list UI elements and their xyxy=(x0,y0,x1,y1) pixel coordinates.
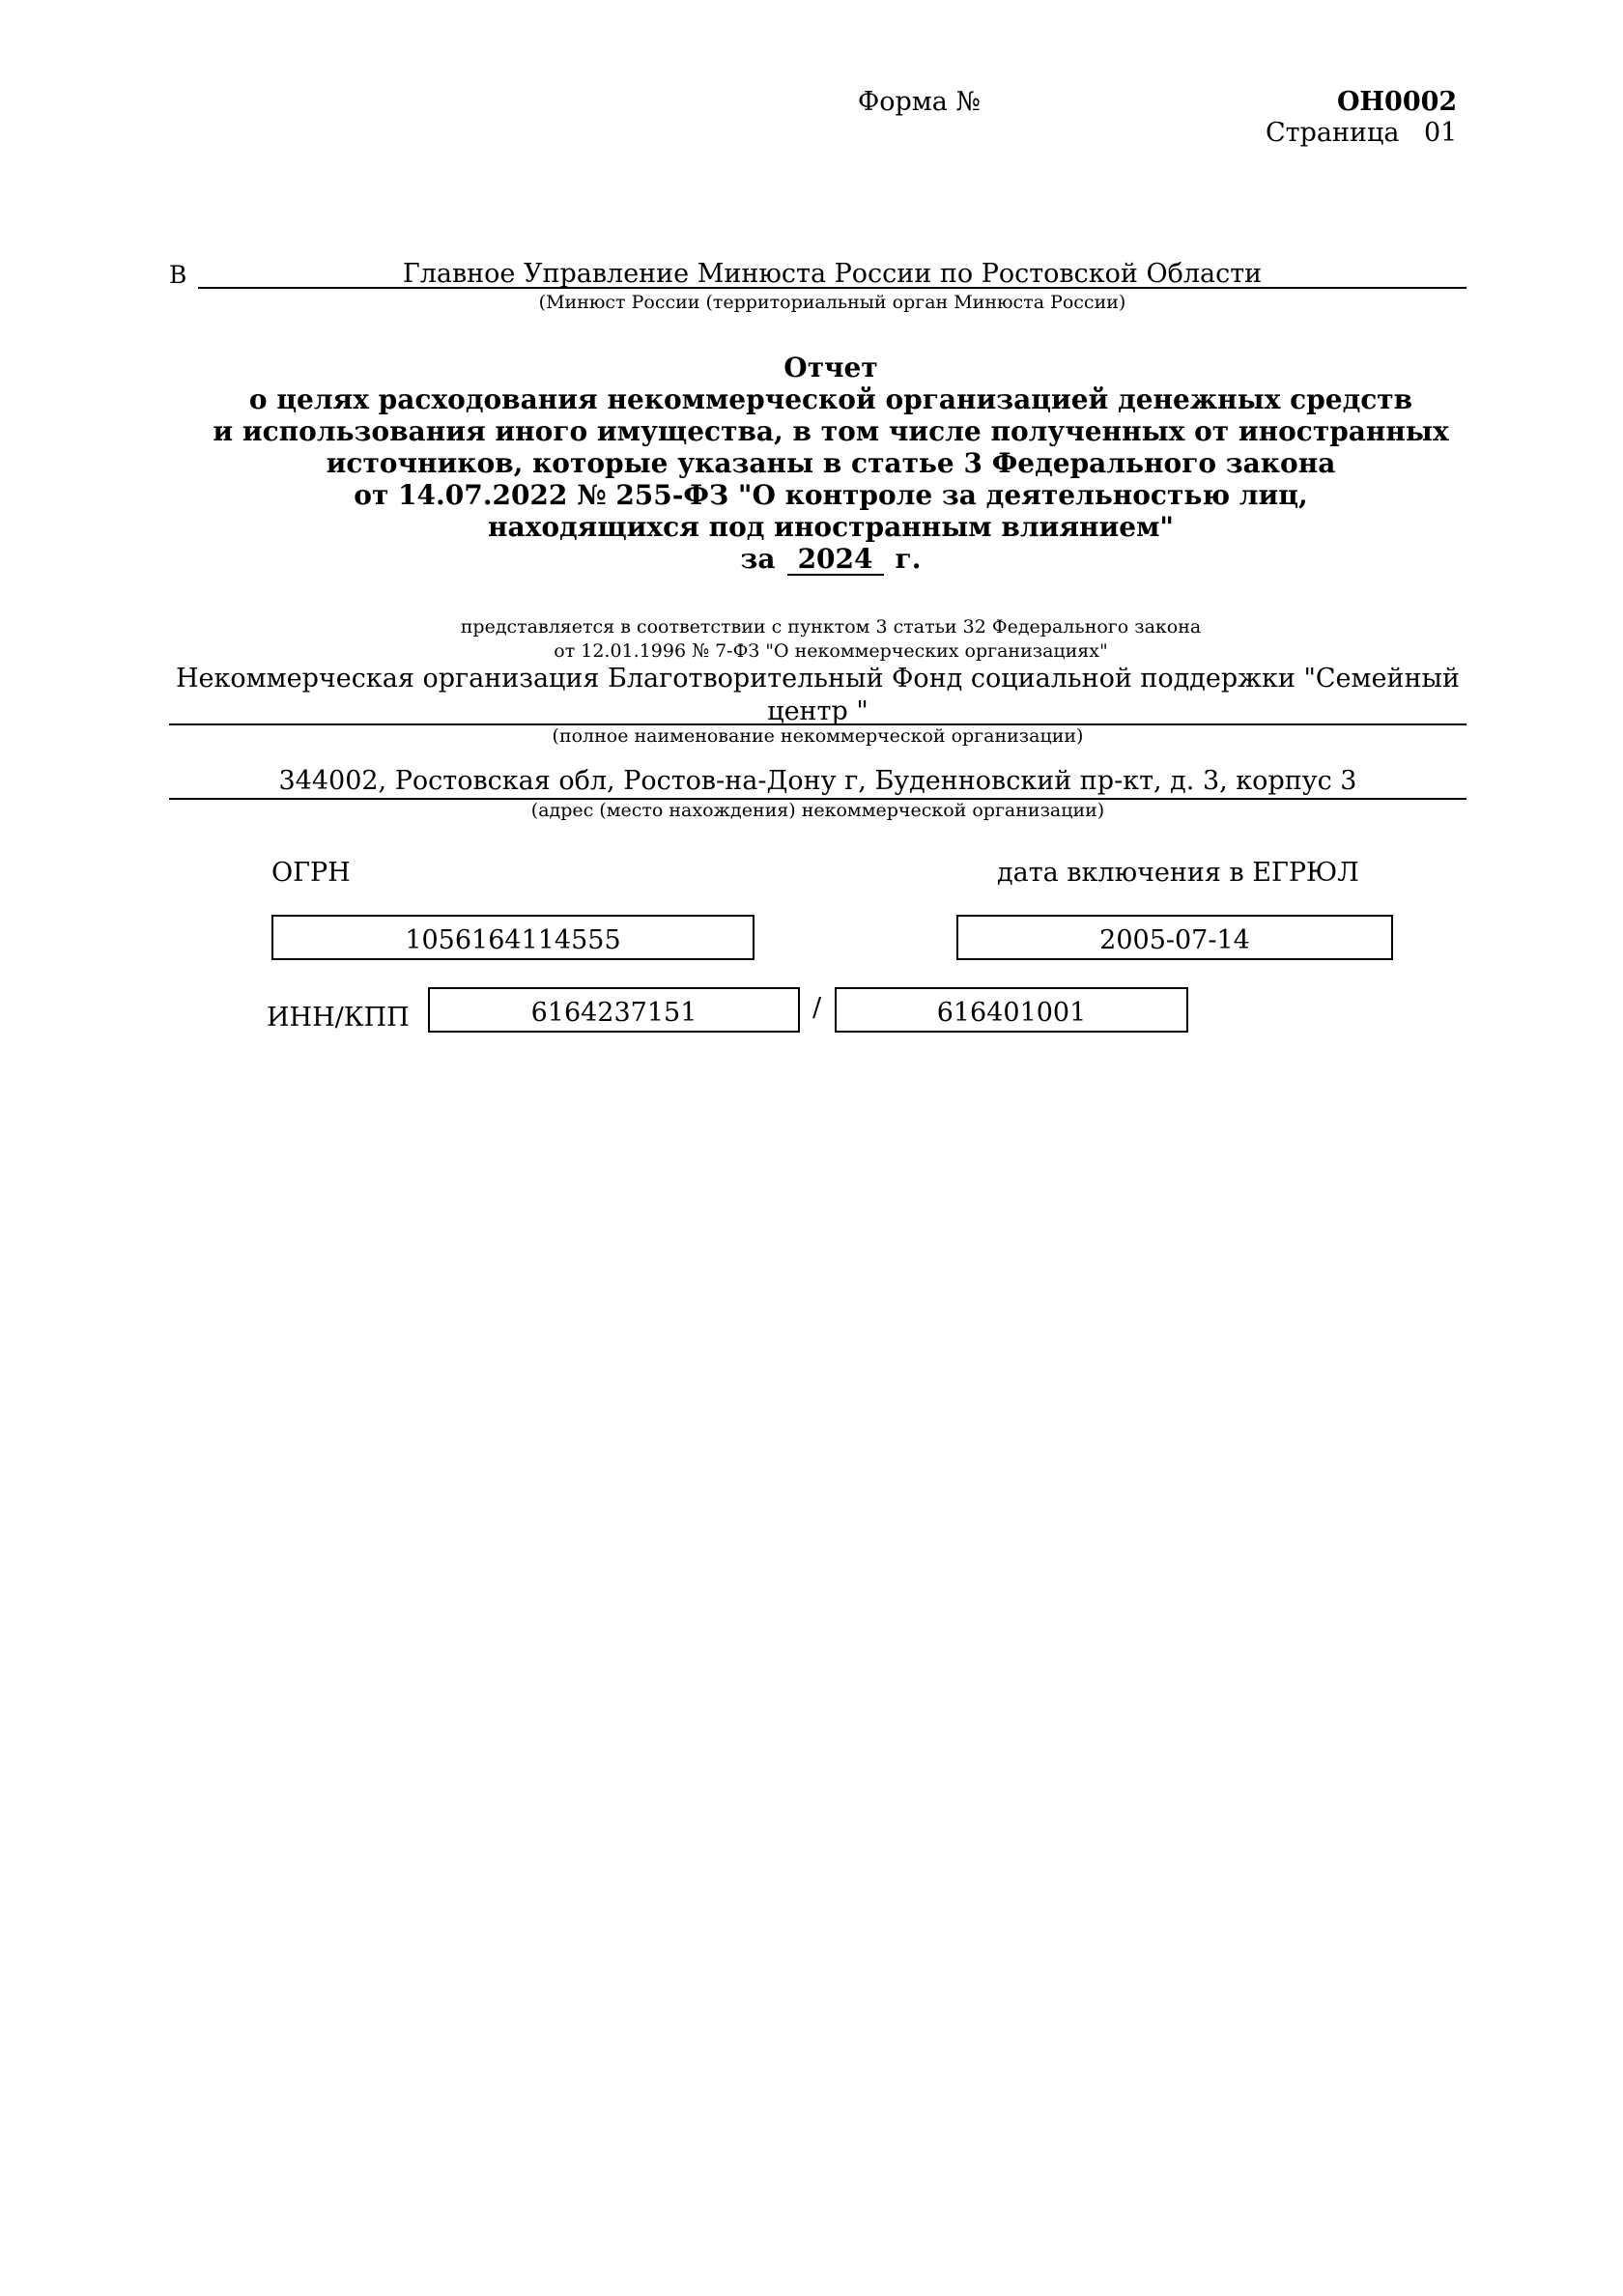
basis-line-2: от 12.01.1996 № 7-ФЗ "О некоммерческих организациях" xyxy=(554,640,1108,662)
inn-kpp-separator: / xyxy=(812,993,822,1023)
page-label: Страница xyxy=(1266,118,1400,148)
title-line-5: от 14.07.2022 № 255-ФЗ "О контроле за деятельностью лиц, xyxy=(354,479,1308,511)
registration-date-label: дата включения в ЕГРЮЛ xyxy=(997,858,1359,888)
title-line-2: о целях расходования некоммерческой организацией денежных средств xyxy=(248,383,1413,415)
organization-address-caption: (адрес (место нахождения) некоммерческой организации) xyxy=(530,800,1105,821)
recipient-prefix: В xyxy=(169,261,187,289)
title-line-4: источников, которые указаны в статье 3 Федерального закона xyxy=(326,447,1336,479)
recipient-underline xyxy=(198,287,1466,289)
ogrn-field: 1056164114555 xyxy=(271,915,755,960)
year-prefix: за xyxy=(740,543,776,575)
inn-kpp-label: ИНН/КПП xyxy=(267,1003,410,1033)
title-line-6: находящихся под иностранным влиянием" xyxy=(488,511,1174,543)
title-line-1: Отчет xyxy=(783,352,878,383)
year-suffix: г. xyxy=(895,543,922,575)
recipient-name: Главное Управление Минюста России по Ростовской Области xyxy=(402,259,1263,289)
kpp-field: 616401001 xyxy=(835,987,1188,1033)
form-code: ОН0002 xyxy=(1337,87,1458,117)
form-number-label: Форма № xyxy=(857,87,981,117)
inn-field: 6164237151 xyxy=(428,987,800,1033)
organization-name-caption: (полное наименование некоммерческой организации) xyxy=(552,725,1084,747)
report-title xyxy=(135,352,1526,576)
basis-line-1: представляется в соответствии с пунктом 3 статьи 32 Федерального закона xyxy=(460,616,1202,638)
organization-name: Некоммерческая организация Благотворительный Фонд социальной поддержки "Семейный центр " xyxy=(176,664,1460,726)
recipient-caption: (Минюст России (территориальный орган Минюста России) xyxy=(538,292,1126,313)
report-year: 2024 xyxy=(787,545,884,576)
registration-date-field: 2005-07-14 xyxy=(956,915,1393,960)
title-line-3: и использования иного имущества, в том числе полученных от иностранных xyxy=(213,415,1449,447)
page-number: 01 xyxy=(1424,118,1458,148)
ogrn-label: ОГРН xyxy=(271,858,351,888)
organization-address: 344002, Ростовская обл, Ростов-на-Дону г, Буденновский пр-кт, д. 3, корпус 3 xyxy=(278,766,1357,796)
report-year-line xyxy=(135,543,1526,576)
